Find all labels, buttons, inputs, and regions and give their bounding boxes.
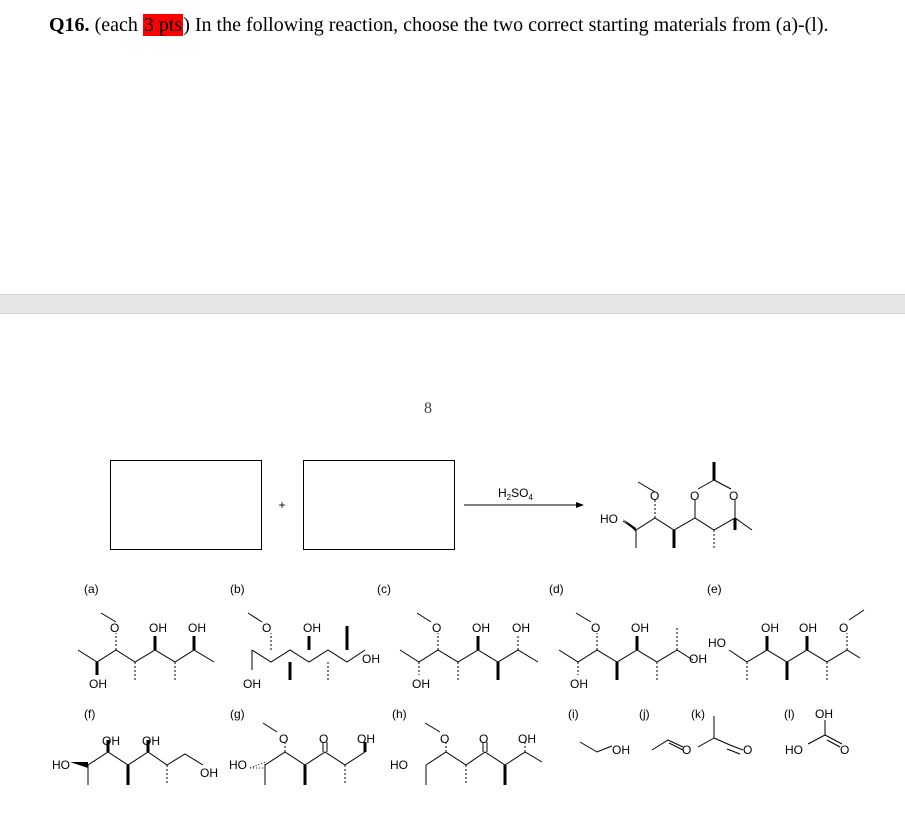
g-ho: HO: [229, 758, 247, 772]
a-oh3: OH: [89, 677, 107, 691]
answer-box-1[interactable]: [111, 461, 262, 550]
i-oh: OH: [612, 743, 630, 757]
l-oh: OH: [815, 707, 833, 721]
d-o: O: [591, 621, 601, 635]
page-number: 8: [424, 400, 432, 417]
option-b-label[interactable]: (b): [230, 582, 245, 596]
points-highlight: 3 pts: [143, 14, 183, 36]
structure-j: [652, 740, 683, 750]
h-o1: O: [440, 732, 450, 746]
c-oh2: OH: [512, 621, 530, 635]
b-oh3: OH: [243, 677, 261, 691]
question-instruction: ) In the following reaction, choose the two correct starting materials from (a)-(l).: [183, 14, 829, 36]
option-f-label[interactable]: (f): [84, 707, 96, 721]
d-oh1: OH: [631, 621, 649, 635]
product-o-label: O: [650, 489, 660, 503]
a-o: O: [110, 621, 120, 635]
e-oh1: OH: [761, 621, 779, 635]
option-h-label[interactable]: (h): [392, 707, 407, 721]
structure-k: [698, 716, 743, 754]
structure-d: [559, 613, 693, 680]
j-o: O: [682, 743, 692, 757]
option-l-label[interactable]: (l): [784, 707, 795, 721]
a-oh2: OH: [188, 621, 206, 635]
l-ho: HO: [785, 743, 803, 757]
f-oh2: OH: [142, 734, 160, 748]
a-oh1: OH: [149, 621, 167, 635]
d-oh2: OH: [689, 652, 707, 666]
product-ho-label: HO: [600, 512, 618, 526]
option-j-label[interactable]: (j): [639, 707, 650, 721]
h-o2: O: [479, 732, 489, 746]
c-o: O: [432, 621, 442, 635]
question-prefix: (each: [89, 14, 143, 36]
option-d-label[interactable]: (d): [549, 582, 564, 596]
b-oh2: OH: [362, 652, 380, 666]
d-oh3: OH: [570, 677, 588, 691]
structure-l: [808, 720, 842, 747]
answer-box-2[interactable]: [304, 461, 455, 550]
plus-sign: +: [278, 498, 286, 512]
option-i-label[interactable]: (i): [568, 707, 579, 721]
l-o: O: [840, 743, 850, 757]
structure-i: [580, 742, 612, 752]
h-oh: OH: [518, 732, 536, 746]
b-oh1: OH: [303, 621, 321, 635]
option-e-label[interactable]: (e): [707, 582, 722, 596]
option-g-label[interactable]: (g): [230, 707, 245, 721]
reagent-label: $H_2SO_4$: [498, 486, 533, 502]
arrow-head: [576, 502, 584, 508]
b-o: O: [262, 621, 272, 635]
e-o: O: [839, 621, 849, 635]
f-oh3: OH: [200, 766, 218, 780]
k-o: O: [743, 743, 753, 757]
c-oh3: OH: [412, 677, 430, 691]
g-oh: OH: [357, 732, 375, 746]
f-oh1: OH: [102, 734, 120, 748]
g-o1: O: [279, 732, 289, 746]
product-structure: [623, 462, 752, 550]
option-c-label[interactable]: (c): [377, 582, 391, 596]
g-o2: O: [319, 732, 329, 746]
h-ho: HO: [390, 758, 408, 772]
f-ho: HO: [52, 758, 70, 772]
c-oh1: OH: [472, 621, 490, 635]
option-a-label[interactable]: (a): [84, 582, 99, 596]
e-ho: HO: [708, 636, 726, 650]
e-oh2: OH: [799, 621, 817, 635]
question-number: Q16.: [49, 14, 90, 36]
product-ring-o1: O: [690, 489, 700, 503]
product-ring-o2: O: [729, 489, 739, 503]
option-k-label[interactable]: (k): [691, 707, 705, 721]
